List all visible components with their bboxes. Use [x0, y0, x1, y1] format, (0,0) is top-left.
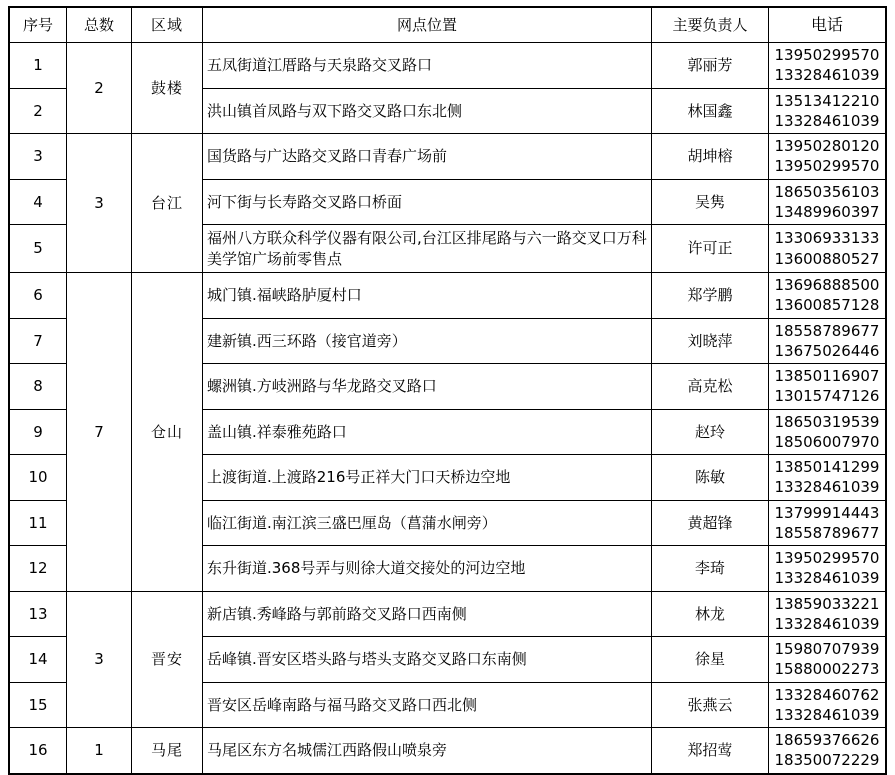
- phone-line: 18350072229: [774, 751, 880, 770]
- cell-phone: [769, 364, 887, 410]
- table-row: [9, 43, 886, 89]
- cell-person: 胡坤榕: [652, 134, 769, 180]
- phone-line: 13850116907: [774, 367, 880, 385]
- cell-seq: 6: [9, 273, 67, 319]
- table-row: [9, 728, 886, 774]
- cell-total: 1: [67, 728, 132, 774]
- phone-line: 13513412210: [774, 91, 880, 110]
- phone-line: 13328461039: [774, 569, 880, 588]
- cell-person: 赵玲: [652, 409, 769, 455]
- cell-person: 高克松: [652, 364, 769, 410]
- phone-line: 13850141299: [774, 458, 880, 476]
- phone-line: 13489960397: [774, 202, 880, 221]
- cell-person: 郭丽芳: [652, 43, 769, 89]
- cell-location: 上渡街道.上渡路216号正祥大门口天桥边空地: [203, 455, 652, 501]
- cell-seq: 7: [9, 318, 67, 364]
- phone-line: 13328460762: [774, 685, 880, 704]
- phone-line: 18650356103: [774, 182, 880, 201]
- cell-location: 岳峰镇.晋安区塔头路与塔头支路交叉路口东南侧: [203, 637, 652, 683]
- phone-line: 13950299570: [774, 46, 880, 64]
- cell-location: 晋安区岳峰南路与福马路交叉路口西北侧: [203, 682, 652, 728]
- cell-seq: 10: [9, 455, 67, 501]
- cell-location: 福州八方联众科学仪器有限公司,台江区排尾路与六一路交叉口万科美学馆广场前零售点: [203, 225, 652, 273]
- cell-person: 许可正: [652, 225, 769, 273]
- table-row: [9, 134, 886, 180]
- cell-location: 盖山镇.祥泰雅苑路口: [203, 409, 652, 455]
- header-seq: 序号: [9, 7, 67, 43]
- phone-line: 13015747126: [774, 387, 880, 406]
- cell-seq: 12: [9, 546, 67, 592]
- cell-phone: [769, 409, 887, 455]
- phone-line: 13328461039: [774, 111, 880, 130]
- cell-phone: [769, 179, 887, 225]
- phone-line: 18558789677: [774, 523, 880, 542]
- cell-location: 建新镇.西三环路（接官道旁）: [203, 318, 652, 364]
- cell-person: 吴隽: [652, 179, 769, 225]
- cell-phone: [769, 88, 887, 134]
- cell-total: 3: [67, 134, 132, 273]
- header-location: 网点位置: [203, 7, 652, 43]
- table-row: [9, 591, 886, 637]
- table-header: [9, 7, 886, 43]
- cell-person: 郑学鹏: [652, 273, 769, 319]
- cell-phone: [769, 43, 887, 89]
- cell-phone: [769, 225, 887, 273]
- cell-phone: [769, 591, 887, 637]
- cell-location: 马尾区东方名城儒江西路假山喷泉旁: [203, 728, 652, 774]
- table-body: [9, 43, 886, 774]
- cell-location: 洪山镇首凤路与双下路交叉路口东北侧: [203, 88, 652, 134]
- cell-location: 临江街道.南江滨三盛巴厘岛（菖蒲水闸旁）: [203, 500, 652, 546]
- header-area: 区域: [132, 7, 203, 43]
- cell-person: 刘晓萍: [652, 318, 769, 364]
- cell-seq: 3: [9, 134, 67, 180]
- cell-person: 林国鑫: [652, 88, 769, 134]
- cell-seq: 4: [9, 179, 67, 225]
- cell-person: 李琦: [652, 546, 769, 592]
- cell-phone: [769, 134, 887, 180]
- phone-line: 13950299570: [774, 157, 880, 176]
- cell-person: 黄超锋: [652, 500, 769, 546]
- phone-line: 18650319539: [774, 412, 880, 431]
- network-sites-table: [8, 6, 887, 775]
- phone-line: 13600880527: [774, 249, 880, 268]
- header-person: 主要负责人: [652, 7, 769, 43]
- cell-total: 3: [67, 591, 132, 728]
- phone-line: 13328461039: [774, 478, 880, 497]
- cell-seq: 16: [9, 728, 67, 774]
- phone-line: 18506007970: [774, 432, 880, 451]
- phone-line: 13328461039: [774, 66, 880, 85]
- cell-seq: 13: [9, 591, 67, 637]
- cell-location: 河下街与长寿路交叉路口桥面: [203, 179, 652, 225]
- cell-seq: 5: [9, 225, 67, 273]
- cell-area: 仓山: [132, 273, 203, 592]
- cell-seq: 8: [9, 364, 67, 410]
- phone-line: 18659376626: [774, 731, 880, 749]
- cell-seq: 9: [9, 409, 67, 455]
- cell-location: 五凤街道江厝路与天泉路交叉路口: [203, 43, 652, 89]
- cell-location: 城门镇.福峡路胪厦村口: [203, 273, 652, 319]
- header-total: 总数: [67, 7, 132, 43]
- cell-phone: [769, 682, 887, 728]
- header-phone: 电话: [769, 7, 887, 43]
- cell-location: 国货路与广达路交叉路口青春广场前: [203, 134, 652, 180]
- cell-area: 鼓楼: [132, 43, 203, 134]
- cell-location: 东升街道.368号弄与则徐大道交接处的河边空地: [203, 546, 652, 592]
- phone-line: 13328461039: [774, 614, 880, 633]
- phone-line: 15880002273: [774, 660, 880, 679]
- cell-person: 郑招莺: [652, 728, 769, 774]
- cell-total: 2: [67, 43, 132, 134]
- cell-area: 马尾: [132, 728, 203, 774]
- cell-person: 陈敏: [652, 455, 769, 501]
- cell-total: 7: [67, 273, 132, 592]
- cell-area: 晋安: [132, 591, 203, 728]
- phone-line: 13950299570: [774, 549, 880, 567]
- phone-line: 13696888500: [774, 276, 880, 294]
- cell-seq: 2: [9, 88, 67, 134]
- cell-person: 张燕云: [652, 682, 769, 728]
- cell-phone: [769, 546, 887, 592]
- phone-line: 18558789677: [774, 321, 880, 340]
- cell-person: 徐星: [652, 637, 769, 683]
- table-header-row: [9, 7, 886, 43]
- cell-seq: 15: [9, 682, 67, 728]
- cell-phone: [769, 318, 887, 364]
- phone-line: 13950280120: [774, 137, 880, 155]
- cell-phone: [769, 273, 887, 319]
- cell-phone: [769, 637, 887, 683]
- phone-line: 15980707939: [774, 640, 880, 658]
- cell-person: 林龙: [652, 591, 769, 637]
- cell-phone: [769, 500, 887, 546]
- cell-location: 螺洲镇.方岐洲路与华龙路交叉路口: [203, 364, 652, 410]
- table-row: [9, 273, 886, 319]
- phone-line: 13328461039: [774, 705, 880, 724]
- cell-phone: [769, 728, 887, 774]
- phone-line: 13859033221: [774, 594, 880, 613]
- phone-line: 13799914443: [774, 503, 880, 522]
- cell-seq: 11: [9, 500, 67, 546]
- phone-line: 13675026446: [774, 341, 880, 360]
- cell-location: 新店镇.秀峰路与郭前路交叉路口西南侧: [203, 591, 652, 637]
- phone-line: 13306933133: [774, 229, 880, 248]
- cell-phone: [769, 455, 887, 501]
- cell-seq: 14: [9, 637, 67, 683]
- cell-seq: 1: [9, 43, 67, 89]
- cell-area: 台江: [132, 134, 203, 273]
- phone-line: 13600857128: [774, 296, 880, 315]
